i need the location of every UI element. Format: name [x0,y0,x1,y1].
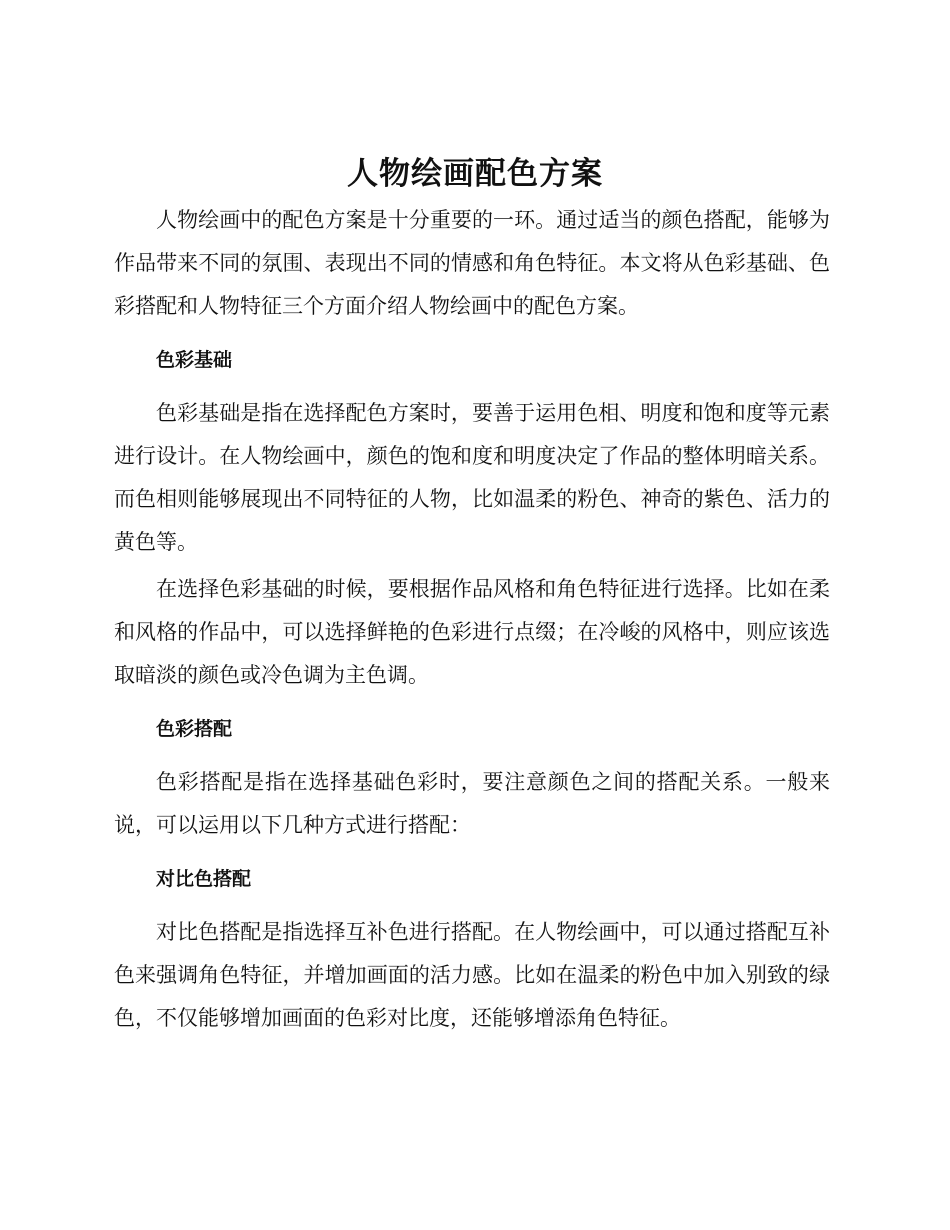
intro-paragraph: 人物绘画中的配色方案是十分重要的一环。通过适当的颜色搭配，能够为作品带来不同的氛围、表现出不同的情感和角色特征。本文将从色彩基础、色彩搭配和人物特征三个方面介绍人物绘画中的配色方案。 [114,208,830,318]
document-title: 人物绘画配色方案 [347,156,603,192]
document-body [114,199,830,1044]
contrast-matching-paragraph: 对比色搭配是指选择互补色进行搭配。在人物绘画中，可以通过搭配互补色来强调角色特征，并增加画面的活力感。比如在温柔的粉色中加入别致的绿色，不仅能够增加画面的色彩对比度，还能够增添角色特征。 [114,920,830,1030]
section-heading-contrast-matching: 对比色搭配 [156,868,252,890]
section-heading-color-basics: 色彩基础 [156,349,233,371]
color-basics-paragraph-2: 在选择色彩基础的时候，要根据作品风格和角色特征进行选择。比如在柔和风格的作品中，可以选择鲜艳的色彩进行点缀；在冷峻的风格中，则应该选取暗淡的颜色或冷色调为主色调。 [114,577,830,687]
section-heading-color-matching: 色彩搭配 [156,718,233,740]
color-matching-paragraph: 色彩搭配是指在选择基础色彩时，要注意颜色之间的搭配关系。一般来说，可以运用以下几种方式进行搭配： [114,770,830,837]
color-basics-paragraph-1: 色彩基础是指在选择配色方案时，要善于运用色相、明度和饱和度等元素进行设计。在人物绘画中，颜色的饱和度和明度决定了作品的整体明暗关系。而色相则能够展现出不同特征的人物，比如温柔的粉色、神奇的紫色、活力的黄色等。 [114,401,830,554]
